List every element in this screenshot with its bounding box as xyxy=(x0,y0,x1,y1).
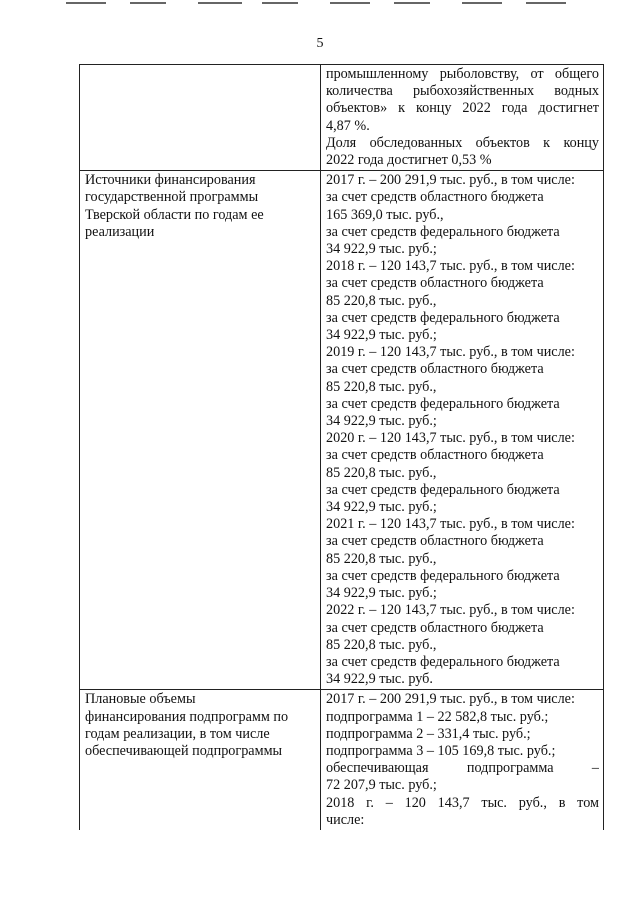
row1-left-cell xyxy=(80,65,321,171)
text-line: 165 369,0 тыс. руб., xyxy=(326,206,444,223)
text-line: 85 220,8 тыс. руб., xyxy=(326,378,437,395)
text-line: 2022 года достигнет 0,53 % xyxy=(326,152,492,169)
text-line: за счет средств областного бюджета xyxy=(326,619,544,636)
row-label-line: государственной программы xyxy=(85,189,259,206)
text-line: 34 922,9 тыс. руб.; xyxy=(326,585,437,602)
text-line: за счет средств областного бюджета xyxy=(326,361,544,378)
text-line: 34 922,9 тыс. руб.; xyxy=(326,499,437,516)
table-row-planned-volumes xyxy=(80,690,604,830)
text-line: за счет средств областного бюджета xyxy=(326,447,544,464)
page-number: 5 xyxy=(316,36,324,51)
text-line: подпрограмма 2 – 331,4 тыс. руб.; xyxy=(326,725,531,742)
text-line: числе: xyxy=(326,811,365,828)
text-line: 85 220,8 тыс. руб., xyxy=(326,464,437,481)
text-line: 2018 г. – 120 143,7 тыс. руб., в том числе: xyxy=(326,258,575,275)
text-line: 4,87 %. xyxy=(326,117,370,134)
top-scan-marks xyxy=(0,0,640,6)
text-line: Доля обследованных объектов к концу xyxy=(326,134,599,151)
text-line: подпрограмма 1 – 22 582,8 тыс. руб.; xyxy=(326,708,549,725)
text-line: обеспечивающая подпрограмма – xyxy=(326,760,599,777)
scan-mark xyxy=(462,2,502,4)
text-line: 72 207,9 тыс. руб.; xyxy=(326,777,437,794)
row1-right-cell xyxy=(321,65,604,171)
text-line: за счет средств федерального бюджета xyxy=(326,653,560,670)
text-line: 85 220,8 тыс. руб., xyxy=(326,292,437,309)
program-passport-table xyxy=(79,64,604,830)
text-line: 85 220,8 тыс. руб., xyxy=(326,550,437,567)
text-line: за счет средств федерального бюджета xyxy=(326,567,560,584)
row-label-line: обеспечивающей подпрограммы xyxy=(85,742,283,759)
text-line: 34 922,9 тыс. руб.; xyxy=(326,327,437,344)
text-line: за счет средств областного бюджета xyxy=(326,533,544,550)
row-label-line: реализации xyxy=(85,223,155,240)
text-line: 34 922,9 тыс. руб. xyxy=(326,671,433,688)
text-line: 34 922,9 тыс. руб.; xyxy=(326,241,437,258)
scan-mark xyxy=(130,2,166,4)
text-line: 2017 г. – 200 291,9 тыс. руб., в том числе: xyxy=(326,691,575,708)
text-line: 2019 г. – 120 143,7 тыс. руб., в том числе: xyxy=(326,344,575,361)
table-row-indicators-continued xyxy=(80,65,604,171)
row-label-line: Источники финансирования xyxy=(85,172,256,189)
row3-right-cell xyxy=(321,690,604,830)
row-label-line: годам реализации, в том числе xyxy=(85,725,270,742)
text-line: 2020 г. – 120 143,7 тыс. руб., в том числе: xyxy=(326,430,575,447)
text-line: 2021 г. – 120 143,7 тыс. руб., в том числе: xyxy=(326,516,575,533)
text-line: за счет средств областного бюджета xyxy=(326,189,544,206)
scan-mark xyxy=(198,2,242,4)
row2-right-cell xyxy=(321,171,604,690)
text-line: за счет средств федерального бюджета xyxy=(326,309,560,326)
row-label-line: финансирования подпрограмм по xyxy=(85,708,289,725)
row2-left-cell xyxy=(80,171,321,690)
text-line: за счет средств федерального бюджета xyxy=(326,395,560,412)
text-line: количества рыбохозяйственных водных xyxy=(326,83,599,100)
text-line: 2022 г. – 120 143,7 тыс. руб., в том числе: xyxy=(326,602,575,619)
scan-mark xyxy=(394,2,430,4)
scan-mark xyxy=(526,2,566,4)
text-line: 2018 г. – 120 143,7 тыс. руб., в том xyxy=(326,794,599,811)
scan-mark xyxy=(330,2,370,4)
text-line: промышленному рыболовству, от общего xyxy=(326,66,599,82)
row-label-line: Плановые объемы xyxy=(85,691,196,708)
text-line: подпрограмма 3 – 105 169,8 тыс. руб.; xyxy=(326,742,556,759)
row3-left-cell xyxy=(80,690,321,830)
scan-mark xyxy=(66,2,106,4)
text-line: за счет средств федерального бюджета xyxy=(326,223,560,240)
text-line: за счет средств областного бюджета xyxy=(326,275,544,292)
text-line: 2017 г. – 200 291,9 тыс. руб., в том числе: xyxy=(326,172,575,189)
text-line: объектов» к концу 2022 года достигнет xyxy=(326,100,599,117)
text-line: 85 220,8 тыс. руб., xyxy=(326,636,437,653)
text-line: 34 922,9 тыс. руб.; xyxy=(326,413,437,430)
text-line: за счет средств федерального бюджета xyxy=(326,481,560,498)
row-label-line: Тверской области по годам ее xyxy=(85,206,264,223)
scan-mark xyxy=(262,2,298,4)
table-row-funding-sources xyxy=(80,171,604,690)
